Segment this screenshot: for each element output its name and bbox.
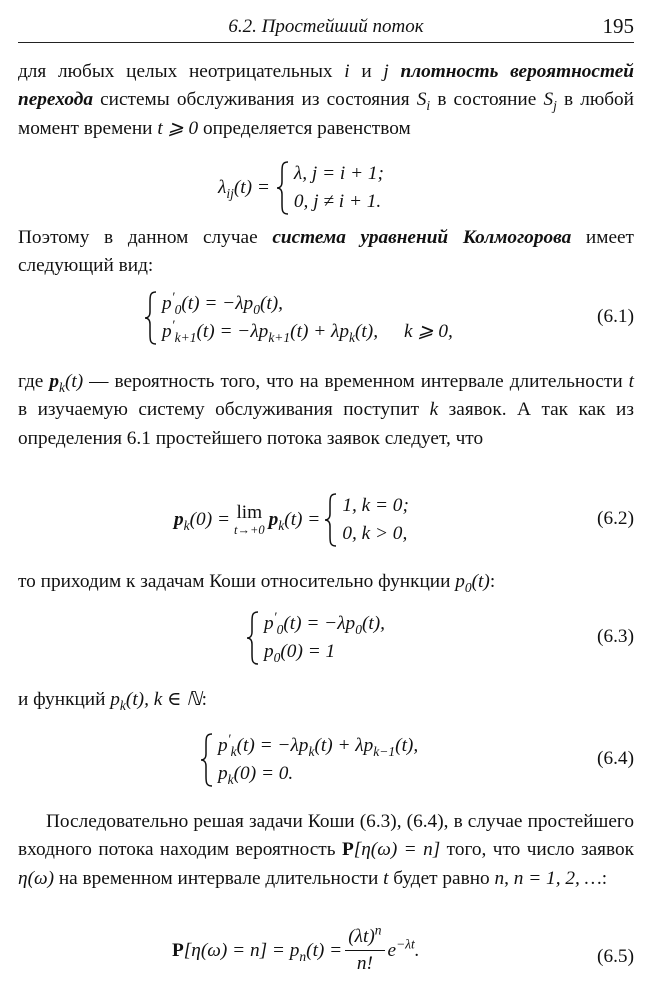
term-kolmogorov-system: система уравнений Колмогорова (272, 227, 572, 248)
paragraph-probability: Последовательно решая задачи Коши (6.3), (6.4), в случае простейшего входного потока находим вероятность P[η(ω) = n] того, что число заявок η(ω) на временном интервале длительности t будет равно n, n = 1, 2, …: (18, 811, 634, 889)
left-brace-icon (246, 610, 260, 666)
running-header (18, 12, 634, 43)
paragraph-cauchy-pk: и функций $p_k(t)$, k ∈ ℕ: (18, 689, 208, 713)
running-title: 6.2. Простейший поток (228, 16, 424, 37)
page-number: 195 (602, 14, 634, 38)
left-brace-icon (200, 732, 214, 788)
equation-number: (6.3) (597, 626, 634, 647)
equation-6-4: $p'_k(t) = -\lambda p_k(t) + \lambda p_{k-1}(t)$, $p_k(0) = 0$. (6.4) (0, 728, 652, 792)
paragraph-transition-density: для любых целых неотрицательных i и j плотность вероятностей перехода системы обслуживания из состояния $S_i$ в состояние $S_j$ в любой момент времени t ⩾ 0 определяется равенством (18, 61, 635, 139)
equation-number: (6.4) (597, 748, 634, 769)
equation-number: (6.1) (597, 306, 634, 327)
equation-6-1: $p'_0(t) = -\lambda p_0(t)$, $p'_{k+1}(t) = -\lambda p_{k+1}(t) + \lambda p_k(t)$, k ⩾ 0, (6.1) (0, 286, 652, 350)
paragraph-cauchy-p0: то приходим к задачам Коши относительно функции $p_0(t)$: (18, 571, 496, 595)
equation-6-3: $p'_0(t) = -\lambda p_0(t)$, $p_0(0) = 1$ (6.3) (0, 606, 652, 670)
paragraph-pk-definition: где $p_k(t)$ — вероятность того, что на временном интервале длительности t в изучаемую систему обслуживания поступит k заявок. А так как из определения 6.1 простейшего потока заявок следует, что (18, 371, 635, 449)
equation-6-5: $P[\eta(\omega) = n] = p_n(t)$ = $\frac{(\lambda t)^n}{n!}$ $e^{-\lambda t}$. (6.5) (172, 922, 634, 974)
left-brace-icon (144, 290, 158, 346)
equation-6-2: $p_k(0)$ = lim t→+0 $p_k(t)$ = 1, k = 0; 0, k > 0, (6.2) (0, 488, 652, 552)
paragraph-kolmogorov: Поэтому в данном случае система уравнений Колмогорова имеет следующий вид: (18, 227, 634, 277)
equation-number: (6.2) (597, 508, 634, 529)
left-brace-icon (324, 492, 338, 548)
left-brace-icon (276, 160, 290, 216)
equation-lambda-ij: $\lambda_{ij}(t)$ = λ, j = i + 1; 0, j ≠ i + 1. (0, 156, 652, 220)
equation-number: (6.5) (597, 946, 634, 967)
term-transition-density: плотность вероятностей перехода (18, 61, 634, 111)
